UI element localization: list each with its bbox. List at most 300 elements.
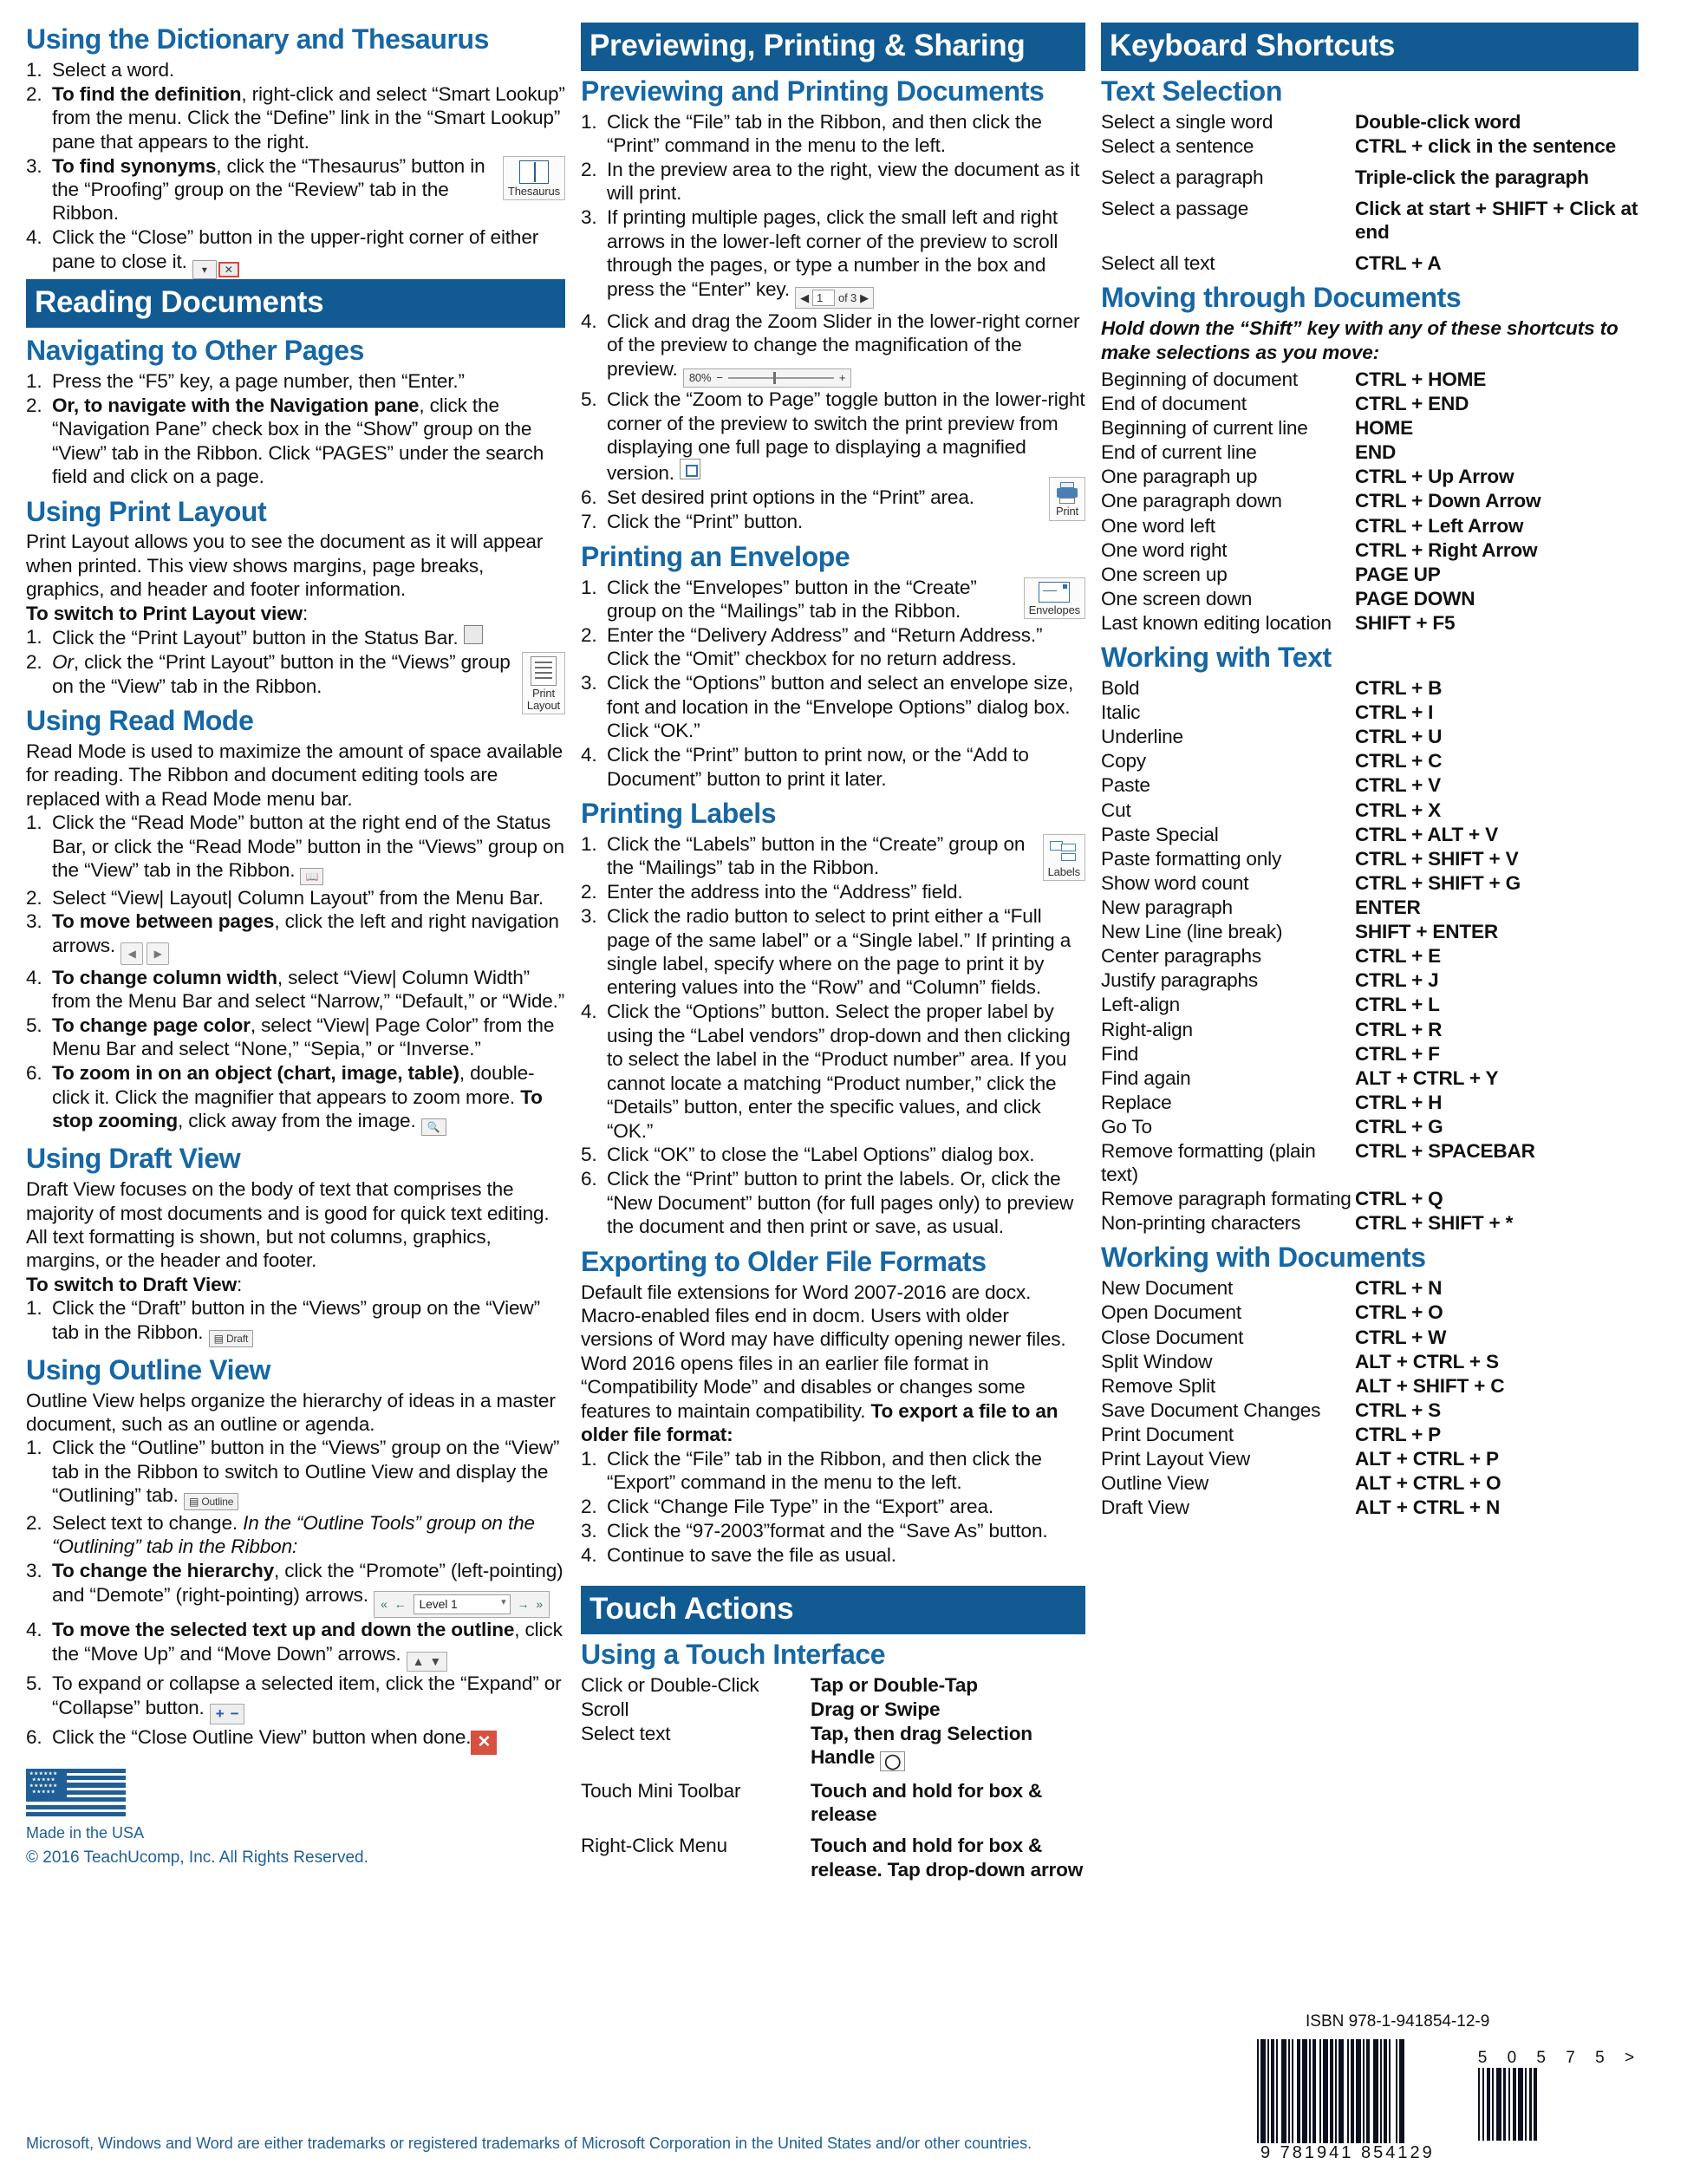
column-one <box>26 23 581 2164</box>
step-text: , click the left and right navigation arrows. <box>52 910 559 956</box>
shortcut-keys: CTRL + V <box>1355 774 1442 797</box>
shortcut-action: Find <box>1101 1042 1139 1065</box>
shortcut-keys: CTRL + I <box>1355 701 1434 724</box>
shortcut-keys: SHIFT + F5 <box>1355 612 1456 635</box>
table-row <box>1101 1447 1638 1470</box>
outline-level-toolbar[interactable] <box>374 1591 550 1618</box>
navigating-steps-list <box>26 369 565 489</box>
table-row <box>1101 944 1638 968</box>
move-up-icon[interactable]: ▲ <box>412 1653 425 1668</box>
step-bold: To change column width <box>52 966 277 988</box>
step-text: , select “View| Page Color” from the Menu Bar and select “None,” “Sepia,” or “Inverse.” <box>52 1014 555 1060</box>
shortcut-keys: CTRL + Q <box>1355 1188 1443 1210</box>
touch-gesture-text: Tap, then drag Selection Handle <box>811 1723 1032 1769</box>
step-bold: To move the selected text up and down the outline <box>52 1619 515 1641</box>
table-row <box>1101 392 1638 415</box>
list-item <box>26 369 565 393</box>
step-italic: In the “Outline Tools” group on the “Outlining” tab in the Ribbon: <box>52 1511 535 1558</box>
table-row <box>1101 1398 1638 1422</box>
lead-bold: To switch to Print Layout view <box>26 602 303 624</box>
table-row <box>581 1673 1085 1697</box>
table-row <box>1101 514 1638 538</box>
shortcut-action: Print Document <box>1101 1423 1234 1445</box>
moving-table <box>1101 368 1638 635</box>
shortcut-action: One paragraph down <box>1101 490 1282 512</box>
shortcut-action: Paste Special <box>1101 823 1219 845</box>
shortcut-keys: CTRL + ALT + V <box>1355 823 1498 845</box>
shortcut-keys: CTRL + R <box>1355 1018 1443 1040</box>
expand-collapse-toolbar[interactable] <box>210 1704 245 1725</box>
touch-action-label: Click or Double-Click <box>581 1673 759 1696</box>
shortcut-action: Cut <box>1101 799 1131 821</box>
shortcut-action: Select a sentence <box>1101 134 1254 157</box>
shortcut-action: Print Layout View <box>1101 1448 1251 1470</box>
shortcut-keys: END <box>1355 441 1397 464</box>
read-mode-icon[interactable]: 📖 <box>300 868 323 885</box>
table-row <box>1101 134 1638 158</box>
page-number-input[interactable]: 1 <box>812 290 835 307</box>
shortcut-action: Remove Split <box>1101 1374 1215 1397</box>
table-row <box>1101 1423 1638 1446</box>
print-layout-status-bar-icon[interactable] <box>464 625 483 644</box>
table-row <box>1101 611 1638 635</box>
document-lines-icon <box>531 656 557 686</box>
shortcut-action: New Document <box>1101 1277 1234 1300</box>
barcode-block <box>1208 2012 1659 2163</box>
shortcut-action: Save Document Changes <box>1101 1398 1321 1421</box>
shortcut-action: New Line (line break) <box>1101 921 1283 943</box>
three-column-layout <box>26 23 1661 2164</box>
shortcut-keys: ALT + CTRL + N <box>1355 1496 1501 1519</box>
list-item <box>581 510 1085 533</box>
shortcut-keys: CTRL + SHIFT + * <box>1355 1212 1514 1235</box>
close-icon[interactable]: ✕ <box>218 262 239 277</box>
list-item <box>581 743 1085 791</box>
section-heading-moving-through-documents: Moving through Documents <box>1101 282 1462 314</box>
table-row <box>1101 847 1638 870</box>
list-item <box>581 880 1085 903</box>
list-item <box>581 1495 1085 1518</box>
shortcut-action: Replace <box>1101 1091 1172 1113</box>
table-row <box>1101 1326 1638 1349</box>
print-button-label: Print <box>1056 505 1078 518</box>
magnifier-icon[interactable]: 🔍 <box>421 1118 446 1136</box>
thesaurus-ribbon-button[interactable] <box>503 156 565 201</box>
list-item <box>26 1296 565 1346</box>
touch-gesture-value: Touch and hold for box & release. Tap drop-down arrow <box>811 1835 1084 1881</box>
print-layout-ribbon-button[interactable] <box>522 652 565 714</box>
envelopes-ribbon-button[interactable] <box>1024 577 1085 620</box>
lead-tail: : <box>237 1273 243 1295</box>
draft-view-steps-list <box>26 1296 565 1346</box>
list-item <box>26 1672 565 1724</box>
labels-steps-list <box>581 832 1085 1239</box>
table-row <box>1101 1374 1638 1398</box>
table-row <box>1101 1091 1638 1114</box>
lead-tail: : <box>302 602 309 624</box>
shortcut-action: Bold <box>1101 676 1140 699</box>
shortcut-action: Left-align <box>1101 994 1180 1016</box>
table-row <box>1101 489 1638 512</box>
list-item <box>581 388 1085 486</box>
exporting-steps-list <box>581 1447 1085 1568</box>
step-text: Click the “Options” button. Select the proper label by using the “Label vendors” drop-down and then clicking to select the label in the “Product number” area. If you cannot locate a matching “Product number,” click the “Details” button, enter the specific values, and click “OK.” <box>607 1001 1071 1142</box>
shortcut-action: End of current line <box>1101 441 1257 464</box>
list-item <box>581 623 1085 671</box>
page-navigation-arrows[interactable] <box>120 942 169 965</box>
shortcut-action: End of document <box>1101 393 1247 415</box>
copyright-text: © 2016 TeachUcomp, Inc. All Rights Reserved. <box>26 1848 368 1867</box>
demote-to-body-text-icon[interactable]: » <box>536 1596 544 1611</box>
table-row <box>1101 166 1638 189</box>
shortcut-keys: ENTER <box>1355 896 1421 918</box>
step-text: Click the radio button to select to print either a “Full page of the same label” or a “Single label.” If printing a single label, specify where on the page to print it by entering values into the “Row” and “Column” fields. <box>607 905 1071 999</box>
step-bold: Or, to navigate with the Navigation pane <box>52 394 420 416</box>
shortcut-keys: Click at start + SHIFT + Click at end <box>1355 197 1638 244</box>
table-row <box>581 1834 1085 1881</box>
table-row <box>1101 587 1638 610</box>
working-with-documents-table <box>1101 1276 1638 1519</box>
list-item <box>26 1559 565 1617</box>
step-text: To expand or collapse a selected item, click the “Expand” or “Collapse” button. <box>52 1672 562 1718</box>
shortcut-action: One word right <box>1101 538 1228 561</box>
shortcut-action: Select all text <box>1101 252 1215 275</box>
list-item <box>581 205 1085 309</box>
section-heading-text-selection: Text Selection <box>1101 75 1282 107</box>
table-row <box>1101 896 1638 919</box>
lead-bold: To switch to Draft View <box>26 1273 238 1295</box>
list-item <box>26 1014 565 1061</box>
table-row <box>1101 773 1638 797</box>
list-item <box>581 110 1085 158</box>
section-heading-previewing-printing: Previewing and Printing Documents <box>581 75 1045 107</box>
shortcut-keys: CTRL + J <box>1355 969 1439 992</box>
step-text: Click the “Outline” button in the “Views” group on the “View” tab in the Ribbon to switch to Outline View and display the “Outlining” tab. <box>52 1437 560 1507</box>
touch-gesture-value: Drag or Swipe <box>811 1698 941 1720</box>
print-layout-button-label-2: Layout <box>526 698 560 712</box>
table-row <box>1101 993 1638 1016</box>
previous-page-arrow-icon[interactable]: ◀ <box>120 942 143 965</box>
outline-view-steps-list <box>26 1436 565 1754</box>
table-row <box>1101 465 1638 488</box>
table-row <box>1101 823 1638 846</box>
shortcut-action: Go To <box>1101 1115 1152 1138</box>
table-row <box>1101 725 1638 748</box>
table-row <box>1101 1301 1638 1324</box>
promote-to-heading-1-icon[interactable]: « <box>381 1596 388 1611</box>
shortcut-keys: PAGE DOWN <box>1355 587 1475 610</box>
shortcut-keys: CTRL + click in the sentence <box>1355 134 1616 157</box>
table-row <box>1101 251 1638 275</box>
chevron-down-icon[interactable]: ▾ <box>192 260 217 279</box>
list-item <box>581 486 1085 518</box>
shortcut-action: One screen up <box>1101 563 1228 585</box>
step-text: Click and drag the Zoom Slider in the lower-right corner of the preview to change the magnification of the preview. <box>607 310 1080 380</box>
shortcut-keys: PAGE UP <box>1355 563 1441 585</box>
shortcut-action: Last known editing location <box>1101 612 1332 635</box>
trademark-text: Microsoft, Windows and Word are either trademarks or registered trademarks of Microsoft Corporation in the United States and/or other countries. <box>26 2135 1032 2152</box>
list-item <box>26 886 565 909</box>
shortcut-action: Select a paragraph <box>1101 166 1264 188</box>
step-bold: To change the hierarchy <box>52 1560 275 1582</box>
moving-note: Hold down the “Shift” key with any of these shortcuts to make selections as you move: <box>1101 317 1619 363</box>
table-row <box>581 1698 1085 1721</box>
column-two <box>581 23 1101 2164</box>
shortcut-keys: CTRL + Right Arrow <box>1355 538 1538 561</box>
section-heading-read-mode: Using Read Mode <box>26 704 254 736</box>
banner-keyboard-shortcuts: Keyboard Shortcuts <box>1101 23 1638 71</box>
step-text: , click the “Navigation Pane” check box in the “Show” group on the “View” tab in the Ribbon. Click “PAGES” under the search field and click on a page. <box>52 394 544 488</box>
made-in-usa-label: Made in the USA <box>26 1823 145 1842</box>
list-item <box>26 1618 565 1671</box>
shortcut-keys: CTRL + B <box>1355 676 1443 699</box>
shortcut-keys: CTRL + W <box>1355 1326 1447 1348</box>
shortcut-keys: CTRL + Down Arrow <box>1355 490 1541 512</box>
table-row <box>1101 1350 1638 1373</box>
step-text: Click the “Close” button in the upper-right corner of either pane to close it. <box>52 226 539 272</box>
outline-button-label: Outline <box>201 1496 234 1509</box>
step-text: Continue to save the file as usual. <box>607 1543 896 1566</box>
promote-icon[interactable]: ← <box>394 1596 407 1611</box>
shortcut-keys: CTRL + SPACEBAR <box>1355 1140 1535 1163</box>
zoom-out-icon[interactable]: − <box>716 370 723 384</box>
step-italic: Or <box>52 651 74 674</box>
step-text: Click the “Print” button to print the labels. Or, click the “New Document” button (for full pages only) to preview the document and then print or save, as usual. <box>607 1168 1074 1238</box>
list-item <box>581 1000 1085 1143</box>
table-row <box>1101 1115 1638 1138</box>
shortcut-action: Underline <box>1101 726 1183 748</box>
list-item <box>26 58 565 81</box>
step-text: Click the “File” tab in the Ribbon, and then click the “Print” command in the menu to the left. <box>607 110 1042 157</box>
list-item <box>581 1143 1085 1166</box>
step-text: Click “Change File Type” in the “Export” area. <box>607 1496 994 1517</box>
text-selection-table <box>1101 110 1638 276</box>
list-item <box>26 1061 565 1136</box>
expand-plus-icon[interactable]: + <box>215 1705 225 1722</box>
shortcut-keys: CTRL + F <box>1355 1042 1440 1065</box>
touch-gesture-value <box>811 1722 1085 1771</box>
list-item <box>581 1543 1085 1567</box>
list-item <box>26 650 565 712</box>
list-item <box>581 832 1085 880</box>
table-row <box>1101 799 1638 822</box>
draft-view-lead <box>26 1273 565 1296</box>
step-text: Set desired print options in the “Print” area. <box>607 486 974 509</box>
zoom-level-label: 80% <box>688 370 712 384</box>
shortcut-action: Split Window <box>1101 1350 1213 1372</box>
shortcut-keys: CTRL + G <box>1355 1115 1443 1138</box>
step-text: , right-click and select “Smart Lookup” from the menu. Click the “Define” link in the “Smart Lookup” pane that appears to the right. <box>52 82 565 153</box>
shortcut-keys: SHIFT + ENTER <box>1355 921 1498 943</box>
shortcut-action: Center paragraphs <box>1101 945 1261 968</box>
page-spinner[interactable] <box>795 287 874 310</box>
touch-gesture-value: Tap or Double-Tap <box>811 1673 978 1696</box>
step-bold: To move between pages <box>52 910 275 933</box>
envelope-steps-list <box>581 576 1085 791</box>
table-row <box>1101 440 1638 464</box>
table-row <box>1101 1211 1638 1235</box>
table-row <box>1101 110 1638 134</box>
step-text: In the preview area to the right, view the document as it will print. <box>607 158 1080 205</box>
print-layout-button-label-1: Print <box>531 687 555 701</box>
step-text: Click the “Print” button. <box>607 511 804 533</box>
next-page-arrow-icon[interactable]: ▶ <box>147 942 169 965</box>
list-item <box>26 966 565 1014</box>
book-icon <box>519 160 549 184</box>
step-text: Click the “Print” button to print now, or the “Add to Document” button to print it later. <box>607 744 1029 790</box>
shortcut-keys: CTRL + L <box>1355 994 1440 1016</box>
list-item <box>26 909 565 965</box>
draft-button-label: Draft <box>225 1332 249 1345</box>
step-text: Enter the “Delivery Address” and “Return Address.” Click the “Omit” checkbox for no return address. <box>607 623 1043 670</box>
outline-ribbon-button[interactable]: ▤ Outline <box>184 1493 238 1510</box>
step-text: Select text to change. <box>52 1511 244 1534</box>
step-text: , select “View| Column Width” from the Menu Bar and select “Narrow,” “Default,” or “Wide.” <box>52 966 565 1013</box>
labels-ribbon-button[interactable] <box>1043 834 1085 882</box>
collapse-minus-icon[interactable]: − <box>230 1705 239 1722</box>
print-layout-paragraph: Print Layout allows you to see the document as it will appear when printed. This view shows margins, page breaks, graphics, and header and footer information. <box>26 531 544 601</box>
shortcut-action: One word left <box>1101 514 1215 537</box>
step-text: Click the “Envelopes” button in the “Create” group on the “Mailings” tab in the Ribbon. <box>607 576 977 622</box>
labels-icon <box>1050 838 1078 864</box>
step-text: Click the “Print Layout” button in the Status Bar. <box>52 627 459 649</box>
table-row <box>1101 1276 1638 1300</box>
zoom-to-page-icon[interactable] <box>680 459 700 479</box>
barcode-digits: 9 781941 854129 <box>1260 2143 1435 2162</box>
shortcut-keys: CTRL + X <box>1355 799 1442 821</box>
table-row <box>581 1722 1085 1771</box>
read-mode-paragraph: Read Mode is used to maximize the amount of space available for reading. The Ribbon and document editing tools are replaced with a Read Mode menu bar. <box>26 740 563 810</box>
selection-handle-icon: ◯ <box>880 1751 905 1771</box>
shortcut-action: Close Document <box>1101 1326 1244 1348</box>
step-text: Select a word. <box>52 58 175 81</box>
step-text: Click the “Zoom to Page” toggle button in the lower-right corner of the preview to switch the print preview from displaying one full page to displaying a magnified version. <box>607 388 1085 485</box>
shortcut-keys: CTRL + O <box>1355 1301 1443 1324</box>
shortcut-action: Show word count <box>1101 871 1249 894</box>
step-text: , click the “Thesaurus” button in the “Proofing” group on the “Review” tab in the Ribbon. <box>52 154 485 225</box>
previous-page-icon[interactable]: ◀ <box>800 290 809 304</box>
price-addon-barcode <box>1478 2049 1642 2141</box>
list-item <box>26 1725 565 1755</box>
envelope-icon <box>1039 582 1070 603</box>
thesaurus-button-label: Thesaurus <box>507 184 560 198</box>
section-heading-print-layout: Using Print Layout <box>26 495 267 527</box>
table-row <box>1101 871 1638 895</box>
shortcut-action: Remove formatting (plain text) <box>1101 1140 1316 1186</box>
isbn-label: ISBN 978-1-941854-12-9 <box>1306 2012 1490 2031</box>
exporting-paragraph <box>581 1281 1085 1447</box>
move-down-icon[interactable]: ▼ <box>429 1653 442 1668</box>
table-row <box>1101 1471 1638 1495</box>
shortcut-action: Select a passage <box>1101 197 1249 219</box>
shortcut-keys: ALT + CTRL + O <box>1355 1472 1501 1495</box>
list-item <box>581 158 1085 205</box>
table-row <box>1101 197 1638 244</box>
outline-level-select[interactable]: Level 1 ▾ <box>414 1594 511 1614</box>
table-row <box>1101 416 1638 440</box>
step-bold: To zoom in on an object (chart, image, table) <box>52 1062 459 1085</box>
list-item <box>26 154 565 225</box>
section-heading-exporting: Exporting to Older File Formats <box>581 1245 987 1277</box>
shortcut-action: Paste <box>1101 774 1150 797</box>
table-row <box>1101 749 1638 773</box>
section-heading-navigating: Navigating to Other Pages <box>26 335 365 367</box>
close-outline-view-icon[interactable]: ✕ <box>471 1731 497 1755</box>
shortcut-action: One screen down <box>1101 587 1253 610</box>
shortcut-action: Beginning of current line <box>1101 417 1308 440</box>
outline-view-paragraph: Outline View helps organize the hierarchy of ideas in a master document, such as an outline or agenda. <box>26 1389 556 1436</box>
shortcut-action: Remove paragraph formating <box>1101 1188 1352 1210</box>
section-heading-dictionary-thesaurus: Using the Dictionary and Thesaurus <box>26 23 490 55</box>
table-row <box>581 1779 1085 1826</box>
shortcut-keys: ALT + CTRL + P <box>1355 1448 1499 1470</box>
table-row <box>1101 676 1638 700</box>
section-heading-working-with-text: Working with Text <box>1101 642 1332 674</box>
read-mode-steps-list <box>26 811 565 1136</box>
step-text: , click the “Print Layout” button in the “Views” group on the “View” tab in the Ribbon. <box>52 651 511 697</box>
page-total-label: of 3 <box>838 290 857 304</box>
zoom-slider-track[interactable] <box>728 377 834 379</box>
shortcut-action: Italic <box>1101 701 1141 724</box>
shortcut-keys: CTRL + A <box>1355 252 1442 275</box>
shortcut-keys: ALT + CTRL + S <box>1355 1350 1499 1372</box>
table-row <box>1101 1187 1638 1210</box>
table-row <box>1101 920 1638 943</box>
step-text: Click the “97-2003”format and the “Save As” button. <box>607 1519 1048 1542</box>
draft-ribbon-button[interactable]: ▤ Draft <box>209 1330 254 1347</box>
list-item <box>26 1436 565 1510</box>
table-row <box>1101 368 1638 391</box>
move-up-down-toolbar[interactable] <box>407 1652 447 1672</box>
demote-icon[interactable]: → <box>517 1596 530 1611</box>
list-item <box>581 1447 1085 1495</box>
exporting-para-bold: To export a file to an older file format: <box>581 1399 1058 1446</box>
shortcut-keys: CTRL + U <box>1355 726 1443 748</box>
table-row <box>1101 563 1638 586</box>
touch-action-label: Touch Mini Toolbar <box>581 1780 741 1803</box>
table-row <box>1101 968 1638 992</box>
shortcut-keys: CTRL + SHIFT + G <box>1355 871 1521 894</box>
shortcut-keys: CTRL + E <box>1355 945 1442 968</box>
step-bold: To change page color <box>52 1014 251 1037</box>
banner-reading-documents: Reading Documents <box>26 279 565 328</box>
shortcut-keys: CTRL + HOME <box>1355 368 1487 390</box>
shortcut-keys: Double-click word <box>1355 110 1521 133</box>
list-item <box>26 82 565 153</box>
step-text: Click the “Labels” button in the “Create” group on the “Mailings” tab in the Ribbon. <box>607 832 1026 879</box>
list-item <box>581 310 1085 388</box>
step-bold: To find synonyms <box>52 154 217 177</box>
touch-action-label: Right-Click Menu <box>581 1835 727 1857</box>
next-page-icon[interactable]: ▶ <box>860 290 869 304</box>
zoom-in-icon[interactable]: + <box>838 370 846 384</box>
step-text: If printing multiple pages, click the small left and right arrows in the lower-left corner of the preview to scroll through the pages, or type a number in the box and press the “Enter” key. <box>607 206 1058 300</box>
list-item <box>581 1519 1085 1542</box>
step-text: Click the “File” tab in the Ribbon, and then click the “Export” command in the menu to the left. <box>607 1447 1042 1494</box>
zoom-slider[interactable] <box>683 368 851 388</box>
shortcut-action: Open Document <box>1101 1301 1241 1324</box>
list-item <box>581 576 1085 623</box>
shortcut-action: Beginning of document <box>1101 368 1298 390</box>
banner-previewing-printing-sharing: Previewing, Printing & Sharing <box>581 23 1085 71</box>
shortcut-keys: CTRL + Up Arrow <box>1355 466 1514 488</box>
shortcut-action: Copy <box>1101 750 1146 773</box>
step-text: Enter the address into the “Address” field. <box>607 881 963 903</box>
close-pane-buttons[interactable] <box>192 260 239 279</box>
shortcut-keys: CTRL + N <box>1355 1277 1443 1300</box>
shortcut-keys: CTRL + SHIFT + V <box>1355 847 1519 870</box>
envelopes-button-label: Envelopes <box>1028 603 1080 616</box>
